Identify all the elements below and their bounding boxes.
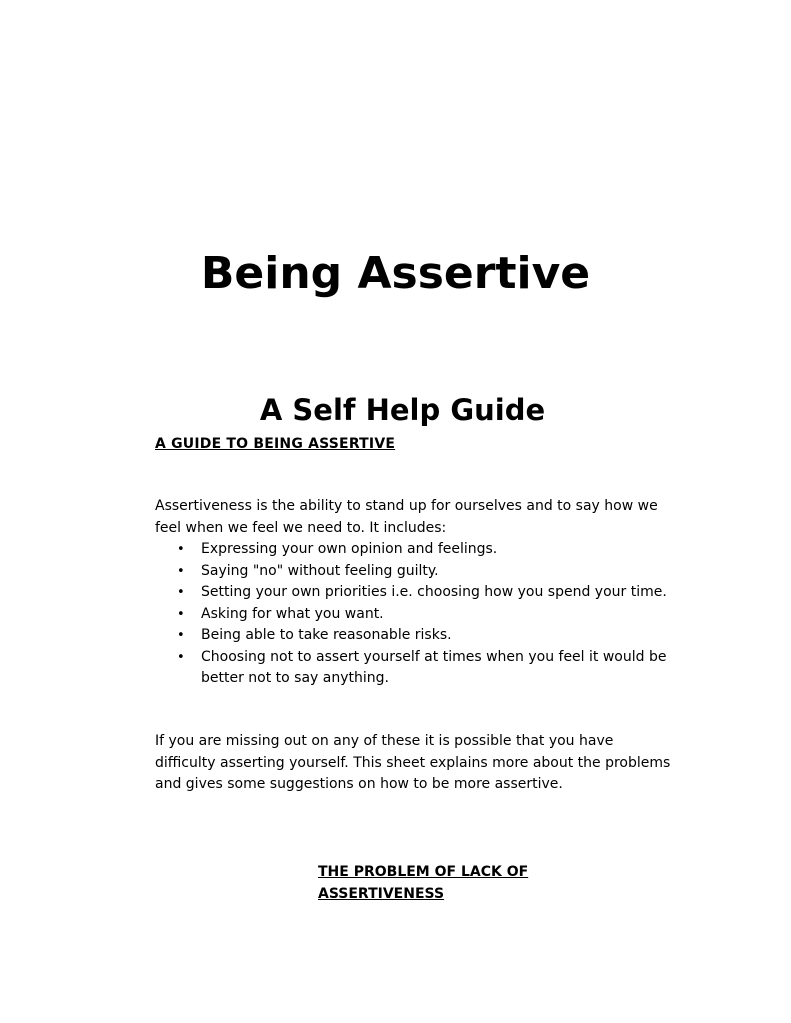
list-item-text: Being able to take reasonable risks.: [201, 627, 452, 643]
bullet-icon: •: [177, 628, 185, 643]
list-item-text: Expressing your own opinion and feelings.: [201, 541, 498, 557]
list-item-text: Asking for what you want.: [201, 605, 384, 622]
list-item-text: Setting your own priorities i.e. choosing how you spend your time.: [201, 584, 667, 600]
list-item: [155, 647, 675, 690]
list-item: [155, 539, 675, 561]
bullet-icon: •: [177, 542, 185, 557]
assertiveness-list: [155, 539, 675, 690]
list-item-text: Saying "no" without feeling guilty.: [201, 562, 439, 579]
bullet-icon: •: [177, 563, 185, 579]
problem-heading: [318, 861, 528, 905]
problem-heading-line1: THE PROBLEM OF LACK OF: [318, 864, 529, 880]
list-item: [155, 625, 675, 647]
document-title: Being Assertive: [200, 248, 591, 299]
bullet-icon: •: [177, 649, 185, 665]
list-item-text: Choosing not to assert yourself at times when you feel it would be better not to say anything.: [201, 648, 667, 686]
intro-paragraph: Assertiveness is the ability to stand up for ourselves and to say how we feel when we feel we need to. It includes:: [155, 498, 658, 536]
list-item: [155, 582, 675, 604]
document-subtitle: A Self Help Guide: [259, 393, 546, 427]
section-heading: A GUIDE TO BEING ASSERTIVE: [155, 436, 396, 452]
problem-heading-line2: ASSERTIVENESS: [318, 886, 445, 902]
bullet-icon: •: [177, 606, 185, 622]
outro-paragraph: If you are missing out on any of these it is possible that you have difficulty asserting yourself. This sheet explains more about the problems and gives some suggestions on how to be more assertive.: [155, 733, 671, 792]
list-item: [155, 561, 675, 583]
bullet-icon: •: [177, 585, 185, 600]
list-item: [155, 604, 675, 626]
